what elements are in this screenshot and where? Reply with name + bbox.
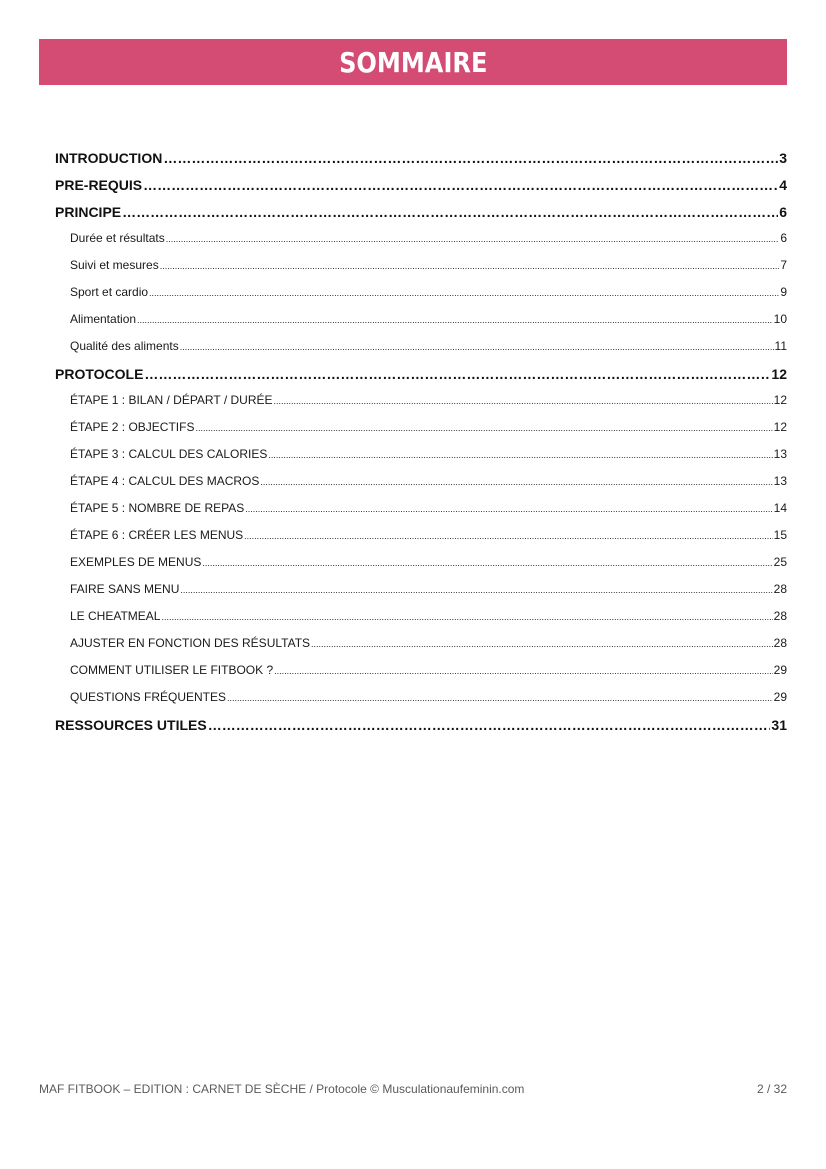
- toc-entry-label: Alimentation: [70, 312, 137, 326]
- toc-dot-leader: [227, 690, 773, 704]
- toc-entry-page-number: 11: [774, 339, 787, 353]
- toc-entry-label: ÉTAPE 5 : NOMBRE DE REPAS: [70, 501, 245, 515]
- toc-entry-label: QUESTIONS FRÉQUENTES: [70, 690, 227, 704]
- toc-entry-page-number: 28: [773, 582, 787, 596]
- toc-entry-label: ÉTAPE 4 : CALCUL DES MACROS: [70, 474, 260, 488]
- toc-dot-leader: [137, 312, 773, 326]
- page-footer: [39, 1082, 787, 1096]
- toc-dot-leader: [260, 474, 772, 488]
- toc-entry-page-number: 6: [780, 231, 787, 245]
- toc-entry-subsection[interactable]: [55, 447, 787, 474]
- toc-dot-leader: [268, 447, 772, 461]
- toc-entry-subsection[interactable]: [55, 555, 787, 582]
- toc-dot-leader: [144, 366, 770, 382]
- toc-entry-page-number: 14: [773, 501, 787, 515]
- toc-entry-subsection[interactable]: [55, 690, 787, 717]
- toc-entry-label: Sport et cardio: [70, 285, 149, 299]
- toc-dot-leader: [166, 231, 780, 245]
- toc-entry-page-number: 7: [780, 258, 787, 272]
- toc-entry-label: PROTOCOLE: [55, 366, 144, 382]
- toc-entry-subsection[interactable]: [55, 339, 787, 366]
- toc-dot-leader: [163, 150, 778, 166]
- toc-entry-label: INTRODUCTION: [55, 150, 163, 166]
- toc-entry-section[interactable]: [55, 177, 787, 204]
- footer-page-indicator: 2 / 32: [756, 1082, 787, 1096]
- toc-entry-subsection[interactable]: [55, 636, 787, 663]
- toc-entry-page-number: 10: [773, 312, 787, 326]
- toc-entry-subsection[interactable]: [55, 663, 787, 690]
- toc-entry-page-number: 12: [773, 393, 787, 407]
- page-title: SOMMAIRE: [338, 45, 488, 79]
- toc-dot-leader: [245, 501, 772, 515]
- toc-entry-label: ÉTAPE 1 : BILAN / DÉPART / DURÉE: [70, 393, 273, 407]
- toc-dot-leader: [244, 528, 772, 542]
- toc-entry-page-number: 25: [773, 555, 787, 569]
- toc-entry-subsection[interactable]: [55, 582, 787, 609]
- toc-dot-leader: [180, 339, 774, 353]
- toc-entry-label: ÉTAPE 6 : CRÉER LES MENUS: [70, 528, 244, 542]
- toc-entry-label: LE CHEATMEAL: [70, 609, 161, 623]
- footer-text: MAF FITBOOK – EDITION : CARNET DE SÈCHE / Protocole © Musculationaufeminin.com: [39, 1082, 525, 1096]
- toc-dot-leader: [274, 393, 773, 407]
- toc-entry-page-number: 15: [773, 528, 787, 542]
- toc-entry-label: EXEMPLES DE MENUS: [70, 555, 202, 569]
- toc-entry-page-number: 28: [773, 636, 787, 650]
- toc-entry-label: ÉTAPE 3 : CALCUL DES CALORIES: [70, 447, 268, 461]
- toc-entry-section[interactable]: [55, 204, 787, 231]
- toc-entry-subsection[interactable]: [55, 231, 787, 258]
- toc-entry-page-number: 12: [773, 420, 787, 434]
- toc-dot-leader: [208, 717, 771, 733]
- toc-entry-subsection[interactable]: [55, 420, 787, 447]
- toc-entry-label: PRE-REQUIS: [55, 177, 143, 193]
- toc-entry-subsection[interactable]: [55, 609, 787, 636]
- toc-entry-label: Qualité des aliments: [70, 339, 179, 353]
- toc-entry-label: COMMENT UTILISER LE FITBOOK ?: [70, 663, 274, 677]
- toc-dot-leader: [122, 204, 778, 220]
- toc-entry-page-number: 13: [773, 447, 787, 461]
- toc-entry-page-number: 29: [773, 663, 787, 677]
- toc-entry-section[interactable]: [55, 366, 787, 393]
- toc-entry-label: Suivi et mesures: [70, 258, 159, 272]
- toc-entry-page-number: 9: [780, 285, 787, 299]
- toc-dot-leader: [160, 258, 780, 272]
- toc-entry-page-number: 3: [779, 150, 787, 166]
- toc-dot-leader: [274, 663, 772, 677]
- toc-dot-leader: [161, 609, 772, 623]
- toc-entry-subsection[interactable]: [55, 393, 787, 420]
- toc-entry-subsection[interactable]: [55, 474, 787, 501]
- toc-dot-leader: [149, 285, 779, 299]
- toc-entry-label: ÉTAPE 2 : OBJECTIFS: [70, 420, 195, 434]
- toc-entry-subsection[interactable]: [55, 285, 787, 312]
- table-of-contents: [55, 150, 787, 744]
- toc-entry-label: RESSOURCES UTILES: [55, 717, 207, 733]
- toc-entry-label: PRINCIPE: [55, 204, 122, 220]
- toc-entry-label: Durée et résultats: [70, 231, 165, 245]
- toc-entry-subsection[interactable]: [55, 528, 787, 555]
- toc-entry-page-number: 12: [771, 366, 787, 382]
- toc-entry-page-number: 6: [779, 204, 787, 220]
- toc-entry-page-number: 13: [773, 474, 787, 488]
- title-banner: [39, 39, 787, 85]
- toc-dot-leader: [195, 420, 772, 434]
- toc-entry-page-number: 29: [773, 690, 787, 704]
- toc-entry-page-number: 4: [779, 177, 787, 193]
- toc-entry-label: FAIRE SANS MENU: [70, 582, 180, 596]
- toc-entry-label: AJUSTER EN FONCTION DES RÉSULTATS: [70, 636, 311, 650]
- toc-entry-subsection[interactable]: [55, 258, 787, 285]
- toc-entry-section[interactable]: [55, 717, 787, 744]
- toc-entry-page-number: 28: [773, 609, 787, 623]
- toc-entry-section[interactable]: [55, 150, 787, 177]
- toc-dot-leader: [311, 636, 773, 650]
- toc-entry-subsection[interactable]: [55, 501, 787, 528]
- toc-dot-leader: [143, 177, 778, 193]
- toc-dot-leader: [202, 555, 772, 569]
- toc-entry-subsection[interactable]: [55, 312, 787, 339]
- toc-dot-leader: [180, 582, 772, 596]
- toc-entry-page-number: 31: [771, 717, 787, 733]
